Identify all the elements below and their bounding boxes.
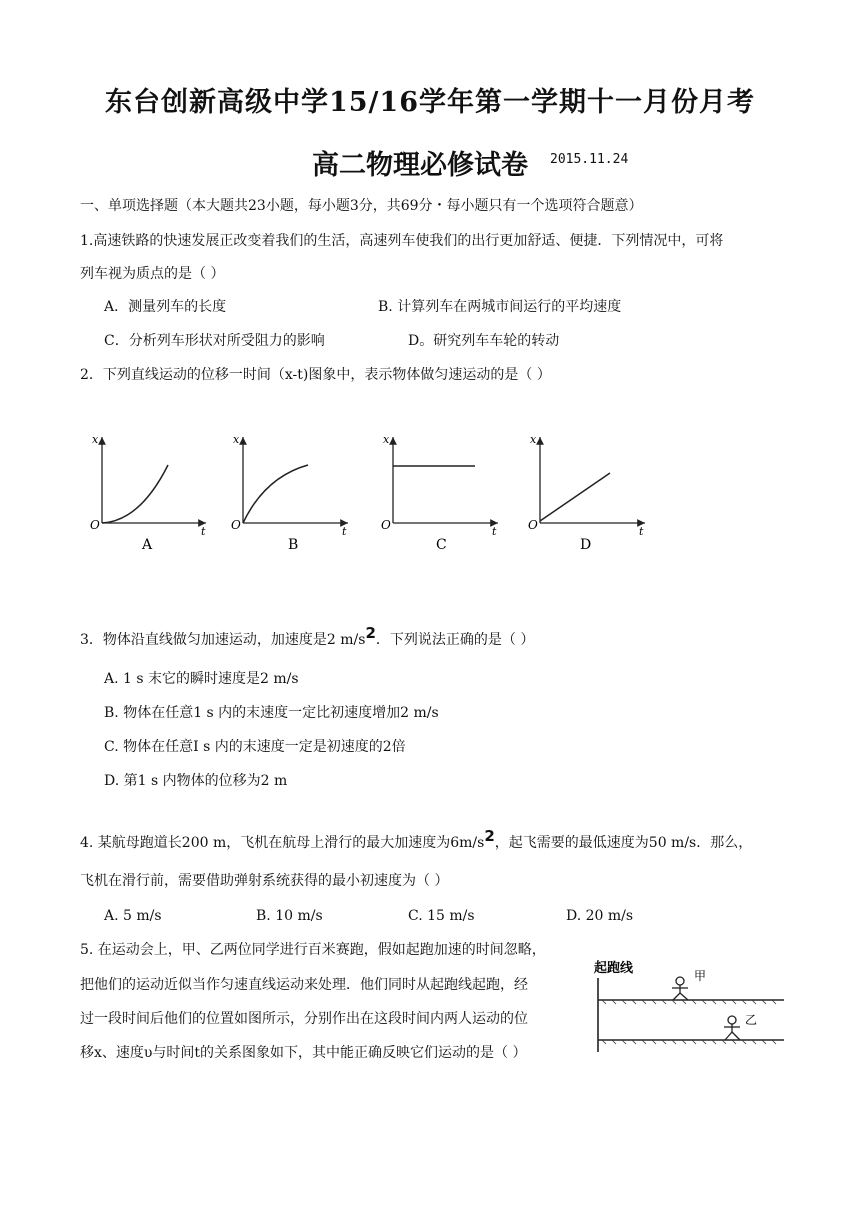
q3-stem-superscript: 2 [365,624,376,642]
q4-option-c: C. 15 m/s [408,908,475,924]
graph-c-label: C [436,537,447,553]
q1-stem-line1: 1.高速铁路的快速发展正改变着我们的生活，高速列车使我们的出行更加舒适、便捷．下列情况中，可将 [80,233,724,249]
q2-stem: 2．下列直线运动的位移一时间（x-t)图象中，表示物体做匀速运动的是（ ） [80,367,551,383]
q4-stem-line2: 飞机在滑行前，需要借助弹射系统获得的最小初速度为（ ） [80,873,449,889]
graph-a-x-label: t [201,525,206,538]
q1-option-c: C．分析列车形状对所受阻力的影响 [104,333,325,349]
graph-d-y-label: x [530,433,537,446]
graph-d-label: D [580,537,592,553]
runner-jia-icon [672,977,688,1000]
runner-yi-icon [724,1016,740,1040]
graph-c-y-label: x [383,433,390,446]
q5-race-figure [592,950,792,1060]
q2-graphs [80,425,660,560]
q1-option-a: A．测量列车的长度 [104,299,227,315]
exam-subtitle: 高二物理必修试卷 [312,150,528,181]
graph-c-x-label: t [492,525,497,538]
q4-option-d: D. 20 m/s [566,908,634,924]
exam-title: 东台创新高级中学15/16学年第一学期十一月份月考 [104,87,755,118]
graph-b-label: B [288,537,299,553]
graph-c [381,433,498,553]
q5-stem-line4: 移x、速度υ与时间t的关系图象如下，其中能正确反映它们运动的是（ ） [80,1045,527,1061]
graph-b-curve [243,465,308,523]
q4-stem-text: 4. 某航母跑道长200 m，飞机在航母上滑行的最大加速度为6m/s [80,835,485,851]
q3-stem-text: 3．物体沿直线做匀加速运动，加速度是2 m/s [80,632,366,648]
section-heading: 一、单项选择题（本大题共23小题，每小题3分，共69分・每小题只有一个选项符合题意） [80,198,643,214]
runner-jia-label: 甲 [694,969,707,983]
graph-c-origin: O [381,518,391,532]
graph-a-label: A [142,537,153,553]
start-line-label: 起跑线 [594,961,634,976]
q4-stem [80,826,752,853]
q3-stem [80,623,534,650]
graph-a [90,433,206,553]
q4-stem-superscript: 2 [484,827,495,845]
graph-b-origin: O [231,518,241,532]
q3-option-c: C. 物体在任意I s 内的末速度一定是初速度的2倍 [104,739,406,755]
graph-a-curve [102,465,168,523]
graph-d [528,433,645,553]
runner-yi-label: 乙 [745,1013,758,1027]
q5-stem-line1: 5. 在运动会上，甲、乙两位同学进行百米赛跑，假如起跑加速的时间忽略， [80,942,546,958]
graph-b-y-label: x [233,433,240,446]
exam-date: 2015.11.24 [550,152,629,167]
q3-option-b: B. 物体在任意1 s 内的末速度一定比初速度增加2 m/s [104,705,439,721]
graph-d-line [540,473,610,521]
graph-d-origin: O [528,518,538,532]
q4-stem-tail: ，起飞需要的最低速度为50 m/s．那么， [494,835,753,851]
q1-stem-line2: 列车视为质点的是（ ） [80,266,225,282]
q4-option-b: B. 10 m/s [256,908,323,924]
q5-stem-line3: 过一段时间后他们的位置如图所示，分别作出在这段时间内两人运动的位 [80,1011,528,1027]
q4-option-a: A. 5 m/s [104,908,162,924]
graph-a-y-label: x [92,433,99,446]
graph-d-x-label: t [639,525,644,538]
q1-option-b: B. 计算列车在两城市间运行的平均速度 [378,299,622,315]
graph-a-origin: O [90,518,100,532]
q3-option-d: D. 第1 s 内物体的位移为2 m [104,773,288,789]
graph-b-x-label: t [342,525,347,538]
q1-option-d: D。研究列车车轮的转动 [408,333,560,349]
q3-stem-tail: ．下列说法正确的是（ ） [375,632,535,648]
q5-stem-line2: 把他们的运动近似当作匀速直线运动来处理．他们同时从起跑线起跑，经 [80,977,528,993]
graph-b [231,433,348,553]
q3-option-a: A. 1 s 末它的瞬时速度是2 m/s [104,671,299,687]
